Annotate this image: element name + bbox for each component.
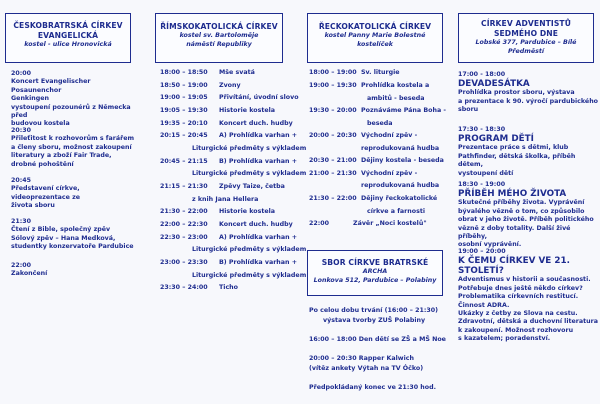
schedule-desc: Dějiny řeckokatolické: [361, 195, 438, 202]
event-time: 20:30: [11, 127, 32, 134]
schedule-desc: z knih Jana Hellera: [192, 195, 259, 203]
schedule-desc: Koncert duch. hudby: [219, 119, 293, 127]
event-text: drobné pohoštění: [11, 160, 74, 168]
schedule-desc: A) Prohlídka varhan +: [219, 233, 298, 241]
schedule-desc: Historie kostela: [219, 107, 276, 114]
church-header-reckokatolicka: [307, 13, 443, 63]
event-text: studentky konzervatoře Pardubice: [11, 243, 134, 251]
event-time: 20:00: [11, 70, 32, 77]
schedule-time: 22:00: [309, 220, 330, 227]
schedule-time: 20:45 – 21:15: [160, 157, 208, 165]
program-text: Problematika církevních restitucí.: [458, 293, 579, 301]
program-line: 20:00 – 20:30 Rapper Kalwich: [309, 355, 414, 362]
schedule-desc: Sv. liturgie: [361, 69, 400, 76]
event-item: [11, 177, 139, 211]
event-item: [11, 70, 139, 129]
church-header-bratrska: [307, 250, 443, 296]
program-text: Prohlídka prostor sboru, výstava: [458, 89, 575, 97]
program-block: [458, 71, 598, 115]
program-time: 18:30 - 19:00: [458, 181, 506, 188]
schedule-time: 21:15 – 21:30: [160, 182, 208, 190]
church-address: Lobské 377, Pardubice – Bílé Předměstí: [475, 39, 577, 55]
program-line: Po celou dobu trvání (16:00 – 21:30): [309, 307, 438, 314]
schedule-desc: reprodukovaná hudba: [361, 182, 440, 189]
event-time: 21:30: [11, 218, 32, 225]
schedule-desc: Zvony: [219, 81, 241, 89]
schedule-time: 18:00 – 18:50: [160, 69, 208, 76]
schedule-time: 23:00 – 23:30: [160, 258, 208, 266]
event-text: Genkingen: [11, 95, 50, 103]
event-text: Zakončení: [11, 270, 48, 278]
program-text: a prezentace k 90. výročí pardubického: [458, 97, 598, 105]
schedule-time: 19:35 – 20:10: [160, 119, 208, 127]
schedule-time: 21:30 – 22:00: [309, 195, 357, 202]
program-text: Potřebuje dnes ještě někdo církev?: [458, 284, 583, 292]
schedule-desc: Historie kostela: [219, 208, 276, 215]
program-text: s kazatelem; poradenství.: [458, 335, 551, 343]
church-header-adventiste: [458, 13, 594, 63]
program-block: [458, 126, 598, 178]
program-text: Skutečné příběhy života. Vyprávění: [458, 199, 585, 207]
schedule-time: 20:00 – 20:30: [309, 132, 357, 139]
schedule-time: 19:30 – 20:00: [309, 107, 357, 114]
program-time: 17:00 - 18:00: [458, 71, 506, 78]
church-title-line1: ČESKOBRATRSKÁ CÍRKEV: [13, 21, 123, 30]
event-text: Představení církve, videoprezentace ze: [11, 185, 81, 201]
schedule-desc: Prohlídka kostela a: [361, 81, 430, 89]
schedule-desc: B) Prohlídka varhan +: [219, 258, 297, 266]
program-text: osobní vyprávění.: [458, 241, 522, 249]
event-text: života sboru: [11, 202, 55, 210]
program-block: [458, 181, 598, 250]
church-title: SBOR CÍRKVE BRATRSKÉ: [321, 258, 429, 267]
program-line: výstava tvorby ZUŠ Polabiny: [323, 317, 426, 324]
program-text: vězně z doby totality. Další živé příběhy,: [458, 224, 571, 241]
schedule-time: 20:15 – 20:45: [160, 132, 208, 139]
church-name: ARCHA: [362, 268, 388, 275]
schedule-desc: reprodukovaná hudba: [361, 144, 440, 152]
program-line: 16:00 – 18:00 Den dětí se ZŠ a MŠ Noe: [309, 336, 446, 343]
schedule-time: 23:30 – 24:00: [160, 284, 208, 291]
schedule-desc: Východní zpěv -: [361, 169, 418, 177]
schedule-time: 22:00 – 22:30: [160, 220, 208, 228]
event-text: a členy sboru, možnost zakoupení: [11, 143, 132, 151]
program-time: 19:00 – 20:00: [458, 248, 506, 255]
program-heading: PROGRAM DĚTÍ: [458, 134, 534, 145]
schedule-desc: církve a farnosti: [367, 207, 426, 215]
program-text: Prezentace práce s dětmi, klub: [458, 144, 569, 152]
schedule-desc: Ticho: [219, 284, 238, 291]
schedule-desc: Liturgické předměty s výkladem: [192, 170, 307, 177]
program-time: 17:30 - 18:30: [458, 126, 506, 133]
schedule-desc: beseda: [367, 119, 393, 127]
schedule-desc: Liturgické předměty s výkladem: [192, 271, 307, 279]
schedule-desc: Poznáváme Pána Boha -: [361, 107, 446, 114]
schedule-time: 21:30 – 22:00: [160, 208, 208, 215]
schedule-time: 18:50 – 19:00: [160, 81, 208, 89]
church-address-line1: kostel sv. Bartoloměje: [179, 32, 259, 39]
program-text: Činnost ADRA.: [458, 301, 510, 309]
church-address-line1: kostel Panny Marie Bolestné: [324, 32, 426, 39]
program-text: k zakoupení. Možnost rozhovoru: [458, 326, 574, 334]
program-block: [458, 248, 598, 344]
schedule-desc: Koncert duch. hudby: [219, 220, 293, 228]
church-title: ŘECKOKATOLICKÁ CÍRKEV: [318, 22, 432, 31]
event-text: Koncert Evangelischer Posaunenchor: [11, 78, 91, 94]
schedule-time: 21:00 – 21:30: [309, 169, 357, 177]
church-address: Lonkova 512, Pardubice – Polabiny: [313, 276, 437, 284]
schedule-time: 20:30 – 21:00: [309, 157, 357, 164]
program-text: Adventismus v historii a současnosti.: [458, 276, 591, 284]
program-text: obrat v jeho životě. Příběh politického: [458, 216, 594, 224]
event-item: [11, 127, 139, 169]
event-item: [11, 218, 139, 252]
schedule-desc: Mše svatá: [219, 69, 255, 76]
church-header-ceskobratrska: [5, 13, 131, 63]
schedule-desc: A) Prohlídka varhan +: [219, 132, 298, 139]
event-text: literatury a zboží Fair Trade,: [11, 152, 112, 160]
program-text: bývalého vězně o tom, co způsobilo: [458, 207, 585, 215]
event-time: 22:00: [11, 262, 32, 269]
program-line: (vítěz ankety Výtah na TV Óčko): [309, 365, 424, 372]
program-line: Předpokládaný konec ve 21:30 hod.: [309, 384, 436, 391]
schedule-time: 18:00 – 19:00: [309, 69, 357, 76]
event-text: vystoupení pozounérů z Německa před: [11, 103, 131, 120]
event-text: budovou kostela: [11, 120, 70, 128]
schedule-desc: Dějiny kostela - beseda: [361, 157, 444, 164]
program-heading: PŘÍBĚH MÉHO ŽIVOTA: [458, 189, 567, 200]
church-address: kostel - ulice Hronovická: [24, 41, 112, 48]
schedule-time: 19:00 – 19:30: [309, 81, 357, 89]
schedule-desc: Zpěvy Taize, četba: [219, 182, 285, 190]
church-title: ŘÍMSKOKATOLICKÁ CÍRKEV: [160, 22, 278, 31]
schedule-desc: Závěr „Noci kostelů": [353, 220, 427, 227]
schedule-desc: Liturgické předměty s výkladem: [192, 246, 307, 253]
church-address-line2: náměstí Republiky: [186, 40, 252, 48]
schedule-desc: B) Prohlídka varhan +: [219, 157, 297, 165]
schedule-time: 19:05 – 19:30: [160, 107, 208, 114]
church-title-line2: SEDMÉHO DNE: [493, 29, 559, 38]
program-text: Pathfinder, dětská školka, příběh dětem,: [458, 152, 576, 169]
program-text: vystoupení dětí: [458, 169, 514, 177]
schedule-desc: Přivítání, úvodní slovo: [219, 94, 299, 101]
program-heading: DEVADESÁTKA: [458, 79, 530, 90]
schedule-time: 22:30 – 23:00: [160, 233, 208, 241]
program-text: sboru: [458, 106, 479, 114]
schedule-desc: ambitů - beseda: [367, 94, 425, 102]
event-text: Čtení z Bible, společný zpěv: [11, 226, 111, 234]
schedule-desc: Východní zpěv -: [361, 132, 418, 139]
church-title-line2: EVANGELICKÁ: [37, 31, 99, 40]
event-time: 20:45: [11, 177, 32, 184]
program-heading: K ČEMU CÍRKEV VE 21. STOLETÍ?: [458, 256, 570, 277]
event-item: [11, 262, 139, 279]
church-title-line1: CÍRKEV ADVENTISTŮ: [481, 19, 571, 28]
church-header-rimskokatolicka: [155, 13, 283, 63]
program-text: Zdravotní, dětská a duchovní literatura: [458, 318, 598, 326]
schedule-desc: Liturgické předměty s výkladem: [192, 145, 307, 152]
program-text: Ukázky z četby ze Slova na cestu.: [458, 310, 578, 318]
event-text: Sólový zpěv – Hana Medková,: [11, 234, 116, 242]
schedule-time: 19:00 – 19:05: [160, 94, 208, 101]
event-text: Přileťitost k rozhovorům s farářem: [11, 135, 135, 143]
church-address-line2: kostelíček: [357, 40, 393, 48]
